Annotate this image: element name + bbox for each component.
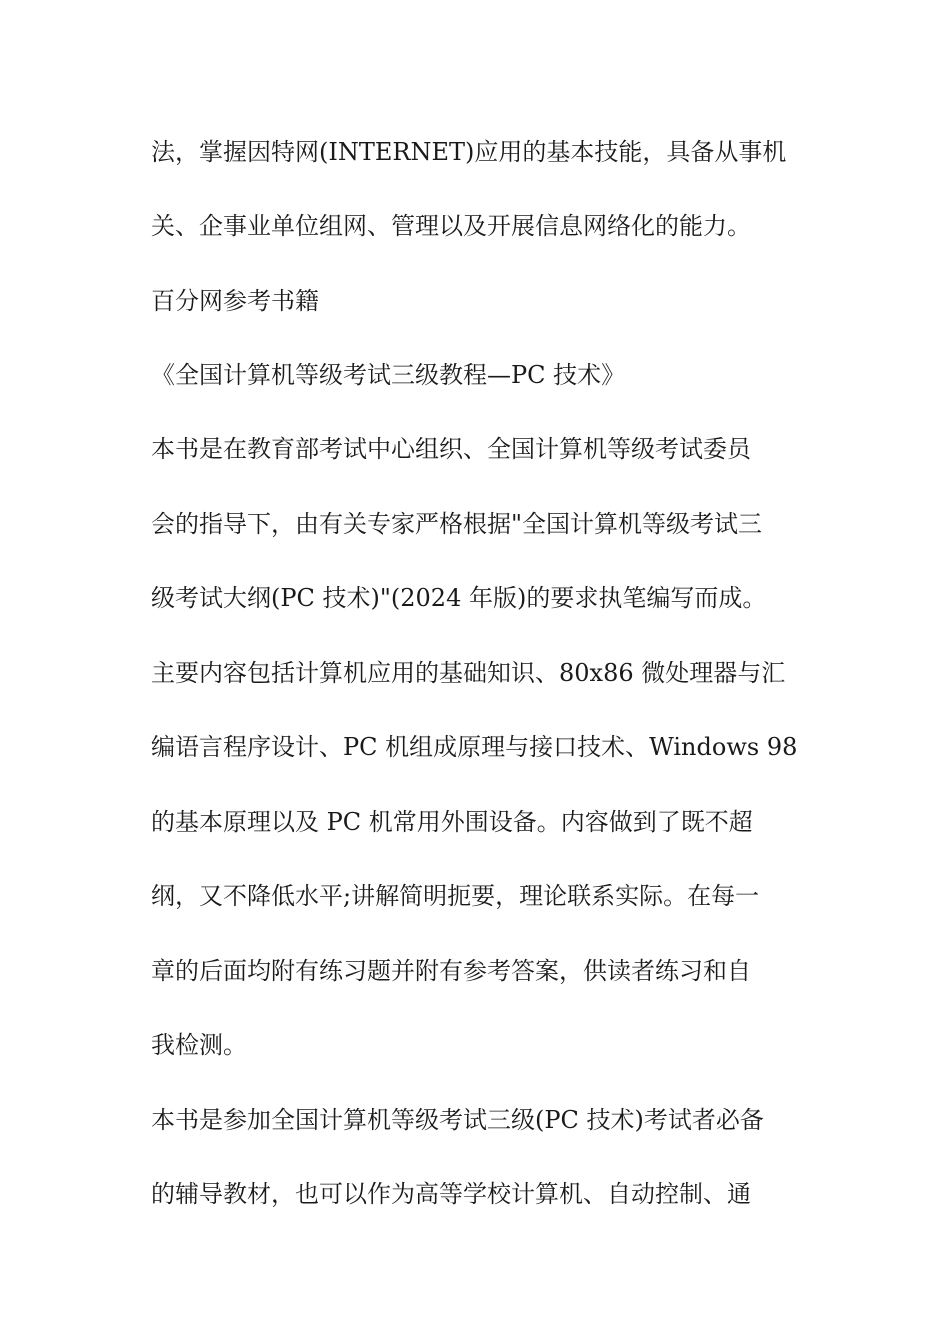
book-title: 《全国计算机等级考试三级教程—PC 技术》: [151, 361, 626, 389]
text-line-13: 我检测。: [151, 1031, 247, 1059]
text-line-11: 纲，又不降低水平;讲解简明扼要，理论联系实际。在每一: [151, 882, 760, 910]
section-heading: 百分网参考书籍: [151, 287, 319, 315]
text-line-15: 的辅导教材，也可以作为高等学校计算机、自动控制、通: [151, 1180, 751, 1208]
text-line-1: 法，掌握因特网(INTERNET)应用的基本技能，具备从事机: [151, 138, 787, 166]
text-line-9: 编语言程序设计、PC 机组成原理与接口技术、Windows 98: [151, 733, 798, 761]
text-line-8: 主要内容包括计算机应用的基础知识、80x86 微处理器与汇: [151, 659, 786, 687]
text-line-12: 章的后面均附有练习题并附有参考答案，供读者练习和自: [151, 957, 751, 985]
text-line-6: 会的指导下，由有关专家严格根据"全国计算机等级考试三: [151, 510, 763, 538]
text-line-10: 的基本原理以及 PC 机常用外围设备。内容做到了既不超: [151, 808, 753, 836]
text-line-2: 关、企事业单位组网、管理以及开展信息网络化的能力。: [151, 212, 751, 240]
text-line-14: 本书是参加全国计算机等级考试三级(PC 技术)考试者必备: [151, 1106, 764, 1134]
text-line-7: 级考试大纲(PC 技术)"(2024 年版)的要求执笔编写而成。: [151, 584, 767, 612]
text-line-5: 本书是在教育部考试中心组织、全国计算机等级考试委员: [151, 435, 751, 463]
